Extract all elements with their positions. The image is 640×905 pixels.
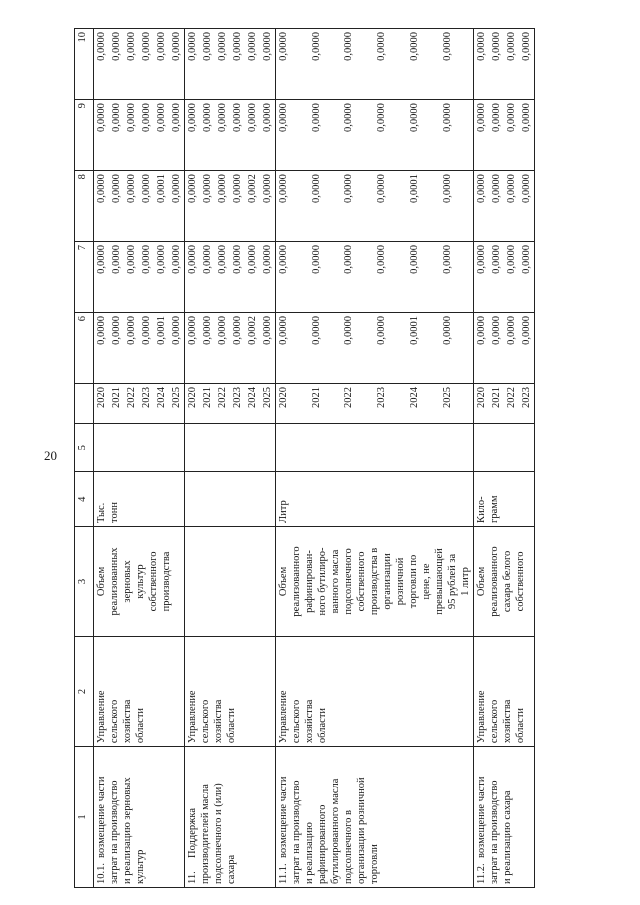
authority-cell-line: Управление bbox=[187, 690, 198, 744]
indicator-cell-line: производства bbox=[161, 551, 172, 612]
value-cell: 0,0000 bbox=[440, 29, 474, 100]
col5-cell bbox=[276, 424, 474, 472]
value-cell: 0,0000 bbox=[169, 100, 185, 171]
authority-cell-line: области bbox=[515, 707, 526, 744]
authority-cell bbox=[94, 637, 185, 747]
year-cell: 2021 bbox=[109, 383, 124, 423]
header-col-10: 10 bbox=[75, 29, 94, 100]
value-cell: 0,0000 bbox=[185, 29, 200, 100]
unit-cell-line: тонн bbox=[109, 501, 120, 523]
section-name-cell bbox=[276, 747, 474, 888]
value-cell: 0,0000 bbox=[489, 171, 504, 242]
indicator-cell bbox=[474, 526, 535, 636]
value-cell: 0,0000 bbox=[504, 171, 519, 242]
value-cell: 0,0000 bbox=[519, 242, 535, 313]
value-cell: 0,0000 bbox=[215, 171, 230, 242]
authority-cell bbox=[276, 637, 474, 747]
year-cell: 2021 bbox=[309, 383, 342, 423]
section-name-line: возмещение части bbox=[278, 776, 289, 858]
indicator-cell-line: реализованного bbox=[291, 546, 302, 617]
value-cell: 0,0000 bbox=[109, 171, 124, 242]
value-cell: 0,0000 bbox=[185, 100, 200, 171]
value-cell: 0,0000 bbox=[374, 29, 407, 100]
value-cell: 0,0000 bbox=[374, 171, 407, 242]
year-cell: 2022 bbox=[341, 383, 374, 423]
authority-cell bbox=[185, 637, 276, 747]
indicator-cell-line: розничной bbox=[395, 557, 406, 606]
indicator-cell-line: Объем bbox=[96, 566, 107, 597]
section-name-cell bbox=[185, 747, 276, 888]
unit-cell bbox=[276, 472, 474, 527]
section-name-first-line bbox=[95, 750, 108, 884]
indicator-cell-line: реализованных bbox=[109, 547, 120, 616]
rotated-table-container bbox=[74, 28, 604, 888]
authority-cell-line: области bbox=[135, 707, 146, 744]
year-cell: 2023 bbox=[519, 383, 535, 423]
authority-cell-line: хозяйства bbox=[122, 699, 133, 744]
section-name-line: затрат на производство bbox=[489, 780, 500, 884]
value-cell: 0,0000 bbox=[260, 171, 276, 242]
value-cell: 0,0000 bbox=[474, 100, 489, 171]
value-cell: 0,0000 bbox=[309, 171, 342, 242]
year-cell: 2020 bbox=[474, 383, 489, 423]
value-cell: 0,0000 bbox=[230, 100, 245, 171]
value-cell: 0,0000 bbox=[374, 100, 407, 171]
year-cell: 2021 bbox=[489, 383, 504, 423]
section-name-line: организации розничной bbox=[356, 777, 367, 884]
value-cell: 0,0000 bbox=[440, 313, 474, 384]
value-cell: 0,0000 bbox=[139, 100, 154, 171]
value-cell: 0,0002 bbox=[245, 313, 260, 384]
value-cell: 0,0000 bbox=[260, 313, 276, 384]
value-cell: 0,0000 bbox=[374, 242, 407, 313]
value-cell: 0,0001 bbox=[407, 313, 440, 384]
value-cell: 0,0000 bbox=[200, 29, 215, 100]
authority-cell-line: Управление bbox=[278, 690, 289, 744]
value-cell: 0,0000 bbox=[309, 100, 342, 171]
year-cell: 2024 bbox=[154, 383, 169, 423]
value-cell: 0,0000 bbox=[341, 242, 374, 313]
value-cell: 0,0000 bbox=[276, 242, 309, 313]
section-name-line: подсолнечного в bbox=[343, 810, 354, 884]
section-name-cell bbox=[474, 747, 535, 888]
value-cell: 0,0000 bbox=[407, 242, 440, 313]
authority-cell-line: Управление bbox=[476, 690, 487, 744]
year-cell: 2025 bbox=[169, 383, 185, 423]
section-name-first-line bbox=[186, 750, 199, 884]
section-name-line: возмещение части bbox=[96, 776, 107, 858]
section-name-line: культур bbox=[135, 849, 146, 884]
indicator-cell-line: 1 литр bbox=[460, 567, 471, 596]
value-cell: 0,0002 bbox=[245, 171, 260, 242]
value-cell: 0,0000 bbox=[215, 313, 230, 384]
value-cell: 0,0000 bbox=[407, 29, 440, 100]
header-col-8: 8 bbox=[75, 171, 94, 242]
section-name-cell bbox=[94, 747, 185, 888]
value-cell: 0,0000 bbox=[309, 242, 342, 313]
value-cell: 0,0000 bbox=[185, 171, 200, 242]
value-cell: 0,0000 bbox=[185, 242, 200, 313]
value-cell: 0,0000 bbox=[489, 100, 504, 171]
value-cell: 0,0000 bbox=[245, 100, 260, 171]
value-cell: 0,0000 bbox=[245, 242, 260, 313]
value-cell: 0,0000 bbox=[276, 100, 309, 171]
col5-cell bbox=[94, 424, 185, 472]
value-cell: 0,0000 bbox=[474, 171, 489, 242]
header-col-3: 3 bbox=[75, 526, 94, 636]
authority-cell-line: сельского bbox=[291, 699, 302, 744]
value-cell: 0,0000 bbox=[94, 313, 109, 384]
unit-cell bbox=[94, 472, 185, 527]
indicator-cell-line: превышающей bbox=[434, 548, 445, 615]
value-cell: 0,0000 bbox=[200, 313, 215, 384]
value-cell: 0,0000 bbox=[341, 313, 374, 384]
section-name-line: торговли bbox=[369, 844, 380, 884]
unit-cell-line: Тыс. bbox=[96, 502, 107, 523]
value-cell: 0,0000 bbox=[230, 29, 245, 100]
value-cell: 0,0000 bbox=[215, 242, 230, 313]
year-cell: 2022 bbox=[215, 383, 230, 423]
value-cell: 0,0000 bbox=[489, 313, 504, 384]
value-cell: 0,0000 bbox=[109, 313, 124, 384]
year-cell: 2023 bbox=[230, 383, 245, 423]
header-col-1: 1 bbox=[75, 747, 94, 888]
section-name-first-line bbox=[277, 750, 290, 884]
section-name-line: и реализацию зерновых bbox=[122, 777, 133, 884]
authority-cell-line: области bbox=[317, 707, 328, 744]
value-cell: 0,0000 bbox=[504, 242, 519, 313]
indicator-cell-line: собственного bbox=[148, 551, 159, 612]
indicator-cell-line: реализованного bbox=[489, 546, 500, 617]
value-cell: 0,0000 bbox=[504, 100, 519, 171]
value-cell: 0,0000 bbox=[169, 313, 185, 384]
year-cell: 2020 bbox=[94, 383, 109, 423]
section-name-line: подсолнечного и (или) bbox=[213, 783, 224, 884]
unit-cell-line: Литр bbox=[278, 500, 289, 523]
value-cell: 0,0000 bbox=[124, 313, 139, 384]
value-cell: 0,0000 bbox=[440, 171, 474, 242]
section-name-line: затрат на производство bbox=[291, 780, 302, 884]
value-cell: 0,0000 bbox=[341, 100, 374, 171]
section-code: 11.2. bbox=[476, 863, 487, 884]
unit-cell-line: грамм bbox=[489, 495, 500, 523]
value-cell: 0,0000 bbox=[139, 171, 154, 242]
section-name-line: рафинированного bbox=[317, 804, 328, 884]
year-cell: 2020 bbox=[185, 383, 200, 423]
header-col-6: 6 bbox=[75, 313, 94, 384]
header-col-4: 4 bbox=[75, 472, 94, 527]
authority-cell-line: хозяйства bbox=[304, 699, 315, 744]
value-cell: 0,0000 bbox=[124, 242, 139, 313]
indicator-cell-line: рафинирован- bbox=[304, 550, 315, 613]
value-cell: 0,0000 bbox=[124, 171, 139, 242]
value-cell: 0,0000 bbox=[440, 242, 474, 313]
section-name-line: и реализацию сахара bbox=[502, 790, 513, 884]
header-col-6a bbox=[75, 383, 94, 423]
value-cell: 0,0000 bbox=[260, 242, 276, 313]
data-table bbox=[74, 28, 535, 888]
indicator-cell-line: ного бутилиро- bbox=[317, 547, 328, 616]
value-cell: 0,0000 bbox=[504, 313, 519, 384]
section-name-first-line bbox=[475, 750, 488, 884]
year-cell: 2020 bbox=[276, 383, 309, 423]
value-cell: 0,0000 bbox=[124, 29, 139, 100]
unit-cell bbox=[185, 472, 276, 527]
value-cell: 0,0000 bbox=[519, 171, 535, 242]
value-cell: 0,0000 bbox=[260, 29, 276, 100]
header-col-7: 7 bbox=[75, 242, 94, 313]
value-cell: 0,0000 bbox=[169, 171, 185, 242]
value-cell: 0,0000 bbox=[124, 100, 139, 171]
value-cell: 0,0000 bbox=[169, 29, 185, 100]
value-cell: 0,0000 bbox=[139, 29, 154, 100]
value-cell: 0,0000 bbox=[109, 242, 124, 313]
year-cell: 2022 bbox=[124, 383, 139, 423]
section-name-line: возмещение части bbox=[476, 776, 487, 858]
value-cell: 0,0000 bbox=[309, 29, 342, 100]
value-cell: 0,0000 bbox=[309, 313, 342, 384]
section-name-line: и реализацию bbox=[304, 822, 315, 884]
value-cell: 0,0000 bbox=[154, 242, 169, 313]
value-cell: 0,0000 bbox=[230, 171, 245, 242]
page-number: 20 bbox=[44, 448, 57, 463]
value-cell: 0,0000 bbox=[94, 242, 109, 313]
header-col-9: 9 bbox=[75, 100, 94, 171]
value-cell: 0,0000 bbox=[519, 313, 535, 384]
header-col-5: 5 bbox=[75, 424, 94, 472]
value-cell: 0,0000 bbox=[276, 313, 309, 384]
value-cell: 0,0000 bbox=[474, 29, 489, 100]
indicator-cell-line: Объем bbox=[278, 566, 289, 597]
value-cell: 0,0000 bbox=[94, 100, 109, 171]
value-cell: 0,0000 bbox=[139, 242, 154, 313]
value-cell: 0,0000 bbox=[200, 242, 215, 313]
indicator-cell-line: сахара белого bbox=[502, 550, 513, 613]
indicator-cell-line: Объем bbox=[476, 566, 487, 597]
unit-cell-line: Кило- bbox=[476, 496, 487, 523]
authority-cell-line: области bbox=[226, 707, 237, 744]
col5-cell bbox=[185, 424, 276, 472]
indicator-cell-line: ванного масла bbox=[330, 549, 341, 614]
value-cell: 0,0000 bbox=[440, 100, 474, 171]
value-cell: 0,0000 bbox=[200, 100, 215, 171]
year-cell: 2022 bbox=[504, 383, 519, 423]
authority-cell-line: сельского bbox=[109, 699, 120, 744]
value-cell: 0,0000 bbox=[185, 313, 200, 384]
section-name-line: Поддержка bbox=[187, 808, 198, 858]
value-cell: 0,0000 bbox=[519, 29, 535, 100]
value-cell: 0,0000 bbox=[94, 29, 109, 100]
value-cell: 0,0000 bbox=[154, 100, 169, 171]
value-cell: 0,0000 bbox=[200, 171, 215, 242]
authority-cell-line: сельского bbox=[489, 699, 500, 744]
indicator-cell-line: собственного bbox=[515, 551, 526, 612]
value-cell: 0,0000 bbox=[407, 100, 440, 171]
value-cell: 0,0000 bbox=[154, 29, 169, 100]
value-cell: 0,0000 bbox=[245, 29, 260, 100]
value-cell: 0,0000 bbox=[341, 171, 374, 242]
value-cell: 0,0001 bbox=[154, 171, 169, 242]
value-cell: 0,0000 bbox=[94, 171, 109, 242]
indicator-cell-line: культур bbox=[135, 564, 146, 599]
authority-cell-line: хозяйства bbox=[213, 699, 224, 744]
value-cell: 0,0000 bbox=[341, 29, 374, 100]
indicator-cell bbox=[276, 526, 474, 636]
value-cell: 0,0000 bbox=[215, 29, 230, 100]
authority-cell-line: хозяйства bbox=[502, 699, 513, 744]
col5-cell bbox=[474, 424, 535, 472]
value-cell: 0,0000 bbox=[215, 100, 230, 171]
value-cell: 0,0001 bbox=[407, 171, 440, 242]
unit-cell bbox=[474, 472, 535, 527]
value-cell: 0,0000 bbox=[489, 242, 504, 313]
value-cell: 0,0000 bbox=[230, 313, 245, 384]
indicator-cell-line: собственного bbox=[356, 551, 367, 612]
section-name-line: бутилированного масла bbox=[330, 778, 341, 884]
year-cell: 2023 bbox=[374, 383, 407, 423]
year-cell: 2024 bbox=[407, 383, 440, 423]
value-cell: 0,0000 bbox=[489, 29, 504, 100]
value-cell: 0,0000 bbox=[474, 313, 489, 384]
year-cell: 2023 bbox=[139, 383, 154, 423]
indicator-cell-line: цене, не bbox=[421, 563, 432, 600]
section-name-line: производителей масла bbox=[200, 784, 211, 884]
indicator-cell-line: организации bbox=[382, 553, 393, 610]
value-cell: 0,0000 bbox=[474, 242, 489, 313]
indicator-cell-line: торговли по bbox=[408, 554, 419, 609]
indicator-cell bbox=[185, 526, 276, 636]
value-cell: 0,0000 bbox=[139, 313, 154, 384]
section-name-line: сахара bbox=[226, 854, 237, 884]
authority-cell-line: Управление bbox=[96, 690, 107, 744]
section-name-line: затрат на производство bbox=[109, 780, 120, 884]
year-cell: 2025 bbox=[260, 383, 276, 423]
value-cell: 0,0000 bbox=[169, 242, 185, 313]
value-cell: 0,0000 bbox=[519, 100, 535, 171]
header-col-2: 2 bbox=[75, 637, 94, 747]
value-cell: 0,0000 bbox=[230, 242, 245, 313]
authority-cell bbox=[474, 637, 535, 747]
indicator-cell-line: подсолнечного bbox=[343, 548, 354, 615]
indicator-cell-line: производства в bbox=[369, 547, 380, 616]
header-row bbox=[75, 29, 94, 888]
value-cell: 0,0001 bbox=[154, 313, 169, 384]
table-body bbox=[94, 29, 535, 888]
year-cell: 2024 bbox=[245, 383, 260, 423]
year-cell: 2025 bbox=[440, 383, 474, 423]
value-cell: 0,0000 bbox=[109, 29, 124, 100]
value-cell: 0,0000 bbox=[109, 100, 124, 171]
section-code: 10.1. bbox=[96, 863, 107, 884]
section-code: 11. bbox=[187, 871, 198, 884]
year-cell: 2021 bbox=[200, 383, 215, 423]
value-cell: 0,0000 bbox=[276, 29, 309, 100]
value-cell: 0,0000 bbox=[260, 100, 276, 171]
value-cell: 0,0000 bbox=[374, 313, 407, 384]
value-cell: 0,0000 bbox=[276, 171, 309, 242]
authority-cell-line: сельского bbox=[200, 699, 211, 744]
indicator-cell-line: зерновых bbox=[122, 560, 133, 603]
indicator-cell bbox=[94, 526, 185, 636]
value-cell: 0,0000 bbox=[504, 29, 519, 100]
indicator-cell-line: 95 рублей за bbox=[447, 553, 458, 610]
section-code: 11.1. bbox=[278, 863, 289, 884]
